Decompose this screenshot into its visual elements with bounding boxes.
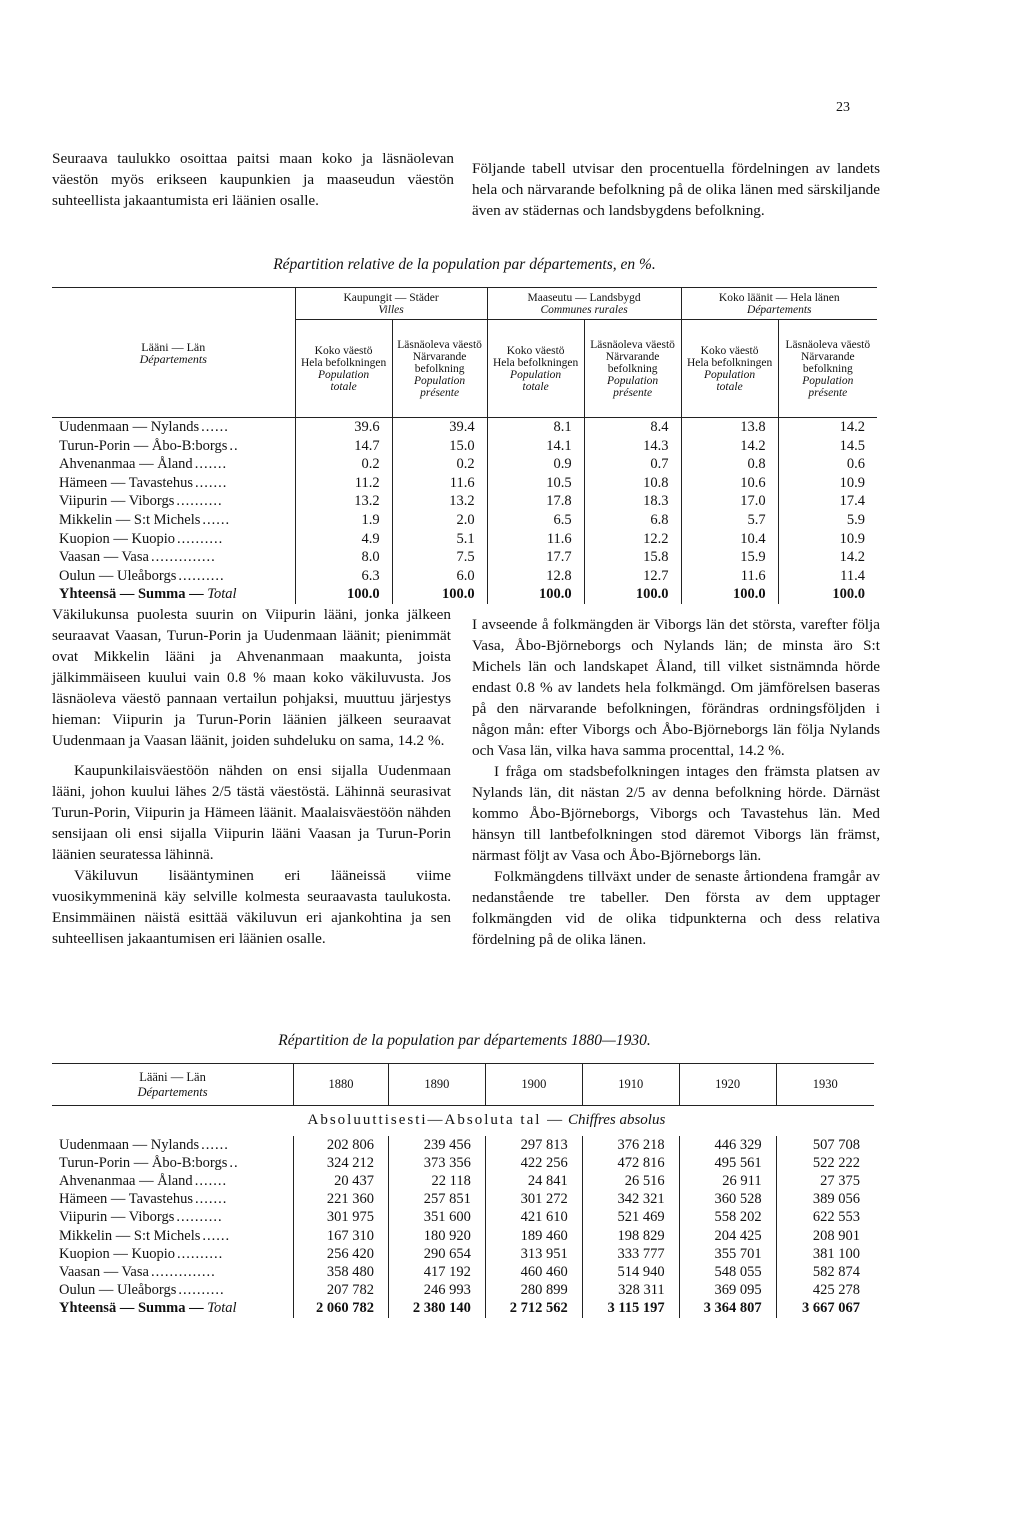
- body-fi-p1: Väkilukunsa puolesta suurin on Viipurin lääni, jonka jälkeen seuraavat Vaasan, Turun-Porin ja Uudenmaan läänit; pienimmät ovat Mikkelin lääni ja Ahvenanmaan maakunta, joista jälkimmäiseen kuului vain 0.8 % maan koko väkiluvusta. Jos läsnäoleva väestö pannaan vertailun pohjaksi, muuttuu järjestys hieman: Viipurin ja Turun-Porin läänien jälkeen seuraavat Uudenmaan ja Vaasan läänit, joiden suhdeluku on sama, 14.2 %.: [52, 606, 451, 749]
- table2-caption: Répartition de la population par départements 1880—1930.: [278, 1032, 651, 1049]
- percentage-table-body: [52, 418, 877, 604]
- table-cell: 460 460: [485, 1263, 582, 1281]
- table-cell: 297 813: [485, 1136, 582, 1154]
- table-cell: 8.1: [487, 418, 584, 437]
- table-cell: 0.8: [681, 455, 778, 474]
- table-cell: 495 561: [679, 1154, 776, 1172]
- table-row: [52, 1172, 874, 1190]
- leader-dots: .......: [194, 456, 228, 473]
- table-cell: 14.5: [778, 437, 877, 456]
- leader-dots: .......: [195, 1191, 228, 1208]
- group-all-fisv: Koko läänit — Hela länen: [718, 291, 840, 304]
- table-cell: 2 060 782: [294, 1299, 389, 1317]
- table-cell: 167 310: [294, 1227, 389, 1245]
- row-label: [52, 585, 295, 604]
- table-cell: 301 272: [485, 1190, 582, 1208]
- table2-dept-fisv: Lääni — Län: [139, 1069, 206, 1084]
- table-cell: 207 782: [294, 1281, 389, 1299]
- section-absolute-text: Absoluuttisesti—Absoluta tal —: [307, 1112, 565, 1129]
- leader-dots: ......: [202, 511, 231, 528]
- table-cell: 15.0: [392, 437, 487, 456]
- table-cell: 417 192: [388, 1263, 485, 1281]
- table-row: [52, 548, 877, 567]
- table-cell: 100.0: [392, 585, 487, 604]
- table-cell: 257 851: [388, 1190, 485, 1208]
- row-label-text: Kuopion — Kuopio: [59, 530, 175, 547]
- sub-pres-fi: Läsnäoleva väestö: [397, 338, 482, 351]
- row-label-text: Turun-Porin — Åbo-B:borgs: [59, 1154, 228, 1171]
- table-cell: 446 329: [679, 1136, 776, 1154]
- leader-dots: ..........: [177, 530, 224, 547]
- table-cell: 11.6: [681, 567, 778, 586]
- year-1880: 1880: [294, 1064, 389, 1106]
- table-cell: 208 901: [776, 1227, 874, 1245]
- body-fi-p2: Kaupunkilaisväestöön nähden on ensi sijalla Uudenmaan lääni, johon kuului lähes 2/5 tästä väestöstä. Lähinnä seurasivat Turun-Porin, Viipurin ja Hämeen läänit. Maalaisväestöön nähden sensijaan oli ensi sijalla Viipurin lääni Vaasan ja Turun-Porin läänien seuratessa lähinnä.: [52, 762, 451, 863]
- table-cell: 100.0: [681, 585, 778, 604]
- table-cell: 290 654: [388, 1245, 485, 1263]
- table1-dept-fisv: Lääni — Län: [141, 339, 206, 354]
- table-row: [52, 511, 877, 530]
- table-cell: 3 115 197: [582, 1299, 679, 1317]
- table-cell: 17.0: [681, 492, 778, 511]
- table-row: [52, 1190, 874, 1208]
- table-cell: 7.5: [392, 548, 487, 567]
- row-label-text: Hämeen — Tavastehus: [59, 1191, 194, 1208]
- row-label-text: Oulun — Uleåborgs: [59, 567, 177, 584]
- table-cell: 2 712 562: [485, 1299, 582, 1317]
- row-label: [52, 1172, 294, 1190]
- table-cell: 328 311: [582, 1281, 679, 1299]
- table-cell: 0.2: [392, 455, 487, 474]
- sub-tot-sv: Hela befolkningen: [686, 356, 773, 369]
- table-row: [52, 1263, 874, 1281]
- intro-finnish-text: Seuraava taulukko osoittaa paitsi maan koko ja läsnäolevan väestön myös erikseen kaupunkien ja maaseudun väestön suhteellista jakaantumista eri läänien osalle.: [52, 150, 454, 209]
- table-cell: 14.2: [778, 418, 877, 437]
- table-cell: 0.9: [487, 455, 584, 474]
- table-cell: 14.2: [778, 548, 877, 567]
- table-cell: 24 841: [485, 1172, 582, 1190]
- table-row: [52, 455, 877, 474]
- row-label: [52, 1263, 294, 1281]
- sub-pres-fr2: présente: [420, 386, 460, 399]
- table-cell: 8.0: [295, 548, 392, 567]
- row-label-italic: Total: [207, 586, 237, 603]
- sub-pres-sv: Närvarande befolkning: [412, 350, 467, 375]
- year-1890: 1890: [388, 1064, 485, 1106]
- leader-dots: .......: [194, 1172, 228, 1189]
- row-label-text: Uudenmaan — Nylands: [59, 419, 200, 435]
- table-row: [52, 1208, 874, 1226]
- row-label-text: Ahvenanmaa — Åland: [59, 456, 193, 473]
- group-towns-fisv: Kaupungit — Städer: [343, 291, 439, 304]
- table-cell: 256 420: [294, 1245, 389, 1263]
- table2-dept-fr: Départements: [137, 1084, 208, 1099]
- table-cell: 239 456: [388, 1136, 485, 1154]
- table-cell: 20 437: [294, 1172, 389, 1190]
- table-cell: 17.7: [487, 548, 584, 567]
- intro-swedish-text: Följande tabell utvisar den procentuella fördelningen av landets hela och närvarande befolkning på de olika länen med särskiljande även av städernas och landsbygdens befolkning.: [472, 160, 880, 219]
- table-cell: 425 278: [776, 1281, 874, 1299]
- sub-tot-fr1: Population: [318, 368, 370, 381]
- sub-pres-sv: Närvarande befolkning: [800, 350, 855, 375]
- table-cell: 373 356: [388, 1154, 485, 1172]
- table-cell: 0.6: [778, 455, 877, 474]
- table-cell: 204 425: [679, 1227, 776, 1245]
- table-cell: 14.7: [295, 437, 392, 456]
- table-cell: 0.7: [584, 455, 681, 474]
- table-cell: 26 911: [679, 1172, 776, 1190]
- table-cell: 358 480: [294, 1263, 389, 1281]
- table-row: [52, 492, 877, 511]
- leader-dots: ..........: [177, 1245, 224, 1262]
- leader-dots: ..............: [150, 549, 216, 566]
- table-cell: 280 899: [485, 1281, 582, 1299]
- table-cell: 6.5: [487, 511, 584, 530]
- sub-total-towns: [295, 320, 392, 418]
- table-cell: 2.0: [392, 511, 487, 530]
- table-cell: 421 610: [485, 1208, 582, 1226]
- table-cell: 381 100: [776, 1245, 874, 1263]
- row-label: [52, 474, 295, 493]
- leader-dots: ..: [229, 437, 239, 454]
- row-label-text: Mikkelin — S:t Michels: [59, 511, 201, 528]
- table-cell: 301 975: [294, 1208, 389, 1226]
- row-label: [52, 530, 295, 549]
- sub-pres-fi: Läsnäoleva väestö: [785, 338, 871, 351]
- leader-dots: ......: [202, 1227, 231, 1244]
- row-label-text: Yhteensä — Summa —: [59, 586, 204, 603]
- table-row: [52, 530, 877, 549]
- row-label: [52, 455, 295, 474]
- sub-pres-fi: Läsnäoleva väestö: [590, 338, 675, 351]
- group-towns-fr: Villes: [378, 303, 404, 316]
- year-1920: 1920: [679, 1064, 776, 1106]
- row-label-italic: Total: [207, 1300, 237, 1317]
- table-cell: 5.9: [778, 511, 877, 530]
- sub-tot-fr1: Population: [704, 368, 756, 381]
- table-cell: 2 380 140: [388, 1299, 485, 1317]
- table-cell: 10.5: [487, 474, 584, 493]
- leader-dots: ......: [201, 1136, 229, 1153]
- sub-pres-fr2: présente: [613, 386, 653, 399]
- table-cell: 100.0: [487, 585, 584, 604]
- row-label: [52, 418, 295, 437]
- group-rural-fr: Communes rurales: [540, 303, 628, 316]
- absolute-table-body: [52, 1136, 874, 1318]
- table-cell: 13.2: [392, 492, 487, 511]
- year-1910: 1910: [582, 1064, 679, 1106]
- table-cell: 13.2: [295, 492, 392, 511]
- table-row: [52, 1281, 874, 1299]
- table-cell: 369 095: [679, 1281, 776, 1299]
- table-cell: 5.1: [392, 530, 487, 549]
- table-cell: 27 375: [776, 1172, 874, 1190]
- table-cell: 582 874: [776, 1263, 874, 1281]
- body-swedish: [472, 614, 880, 950]
- intro-swedish: [472, 158, 880, 221]
- table-cell: 507 708: [776, 1136, 874, 1154]
- sub-tot-fi: Koko väestö: [506, 344, 565, 357]
- year-1900: 1900: [485, 1064, 582, 1106]
- table-total-row: [52, 585, 877, 604]
- table-cell: 522 222: [776, 1154, 874, 1172]
- table-cell: 521 469: [582, 1208, 679, 1226]
- table-cell: 17.8: [487, 492, 584, 511]
- sub-pres-fr2: présente: [808, 386, 848, 399]
- sub-tot-fi: Koko väestö: [700, 344, 759, 357]
- table-cell: 10.4: [681, 530, 778, 549]
- table-cell: 14.1: [487, 437, 584, 456]
- table2-dept-header: [52, 1064, 294, 1106]
- table-cell: 5.7: [681, 511, 778, 530]
- table-cell: 3 364 807: [679, 1299, 776, 1317]
- body-fi-p3: Väkiluvun lisääntyminen eri lääneissä viime vuosikymmeninä käy selville kolmesta seuraavasta taulukosta. Ensimmäinen näistä esittää väkiluvun eri ajankohtina ja sen suhteellisen jakaantumisen eri läänien osalle.: [52, 867, 451, 947]
- table-cell: 3 667 067: [776, 1299, 874, 1317]
- row-label-text: Ahvenanmaa — Åland: [59, 1172, 193, 1189]
- row-label-text: Turun-Porin — Åbo-B:borgs: [59, 437, 228, 454]
- sub-tot-sv: Hela befolkningen: [492, 356, 579, 369]
- table-cell: 376 218: [582, 1136, 679, 1154]
- intro-finnish: [52, 148, 454, 211]
- row-label-text: Viipurin — Viborgs: [59, 1209, 175, 1226]
- table-cell: 10.9: [778, 530, 877, 549]
- table-cell: 514 940: [582, 1263, 679, 1281]
- table-cell: 39.6: [295, 418, 392, 437]
- sub-pres-fr1: Population: [802, 374, 854, 387]
- table-cell: 8.4: [584, 418, 681, 437]
- sub-tot-fr2: totale: [522, 380, 549, 393]
- table-cell: 100.0: [295, 585, 392, 604]
- row-label: [52, 1208, 294, 1226]
- table1-caption: [52, 256, 877, 274]
- row-label-text: Uudenmaan — Nylands: [59, 1136, 200, 1153]
- leader-dots: ......: [201, 419, 229, 435]
- group-header-towns: [295, 288, 487, 320]
- row-label: [52, 1281, 294, 1299]
- sub-present-rural: [584, 320, 681, 418]
- row-label: [52, 1154, 294, 1172]
- table-row: [52, 437, 877, 456]
- table-cell: 6.8: [584, 511, 681, 530]
- row-label: [52, 1299, 294, 1317]
- table-row: [52, 567, 877, 586]
- table-cell: 11.6: [487, 530, 584, 549]
- table-cell: 180 920: [388, 1227, 485, 1245]
- leader-dots: ..........: [176, 493, 223, 510]
- table-cell: 11.4: [778, 567, 877, 586]
- table-cell: 10.8: [584, 474, 681, 493]
- table-cell: 22 118: [388, 1172, 485, 1190]
- table-row: [52, 1245, 874, 1263]
- row-label-text: Kuopion — Kuopio: [59, 1245, 175, 1262]
- table-cell: 10.9: [778, 474, 877, 493]
- group-header-all: [681, 288, 877, 320]
- table-row: [52, 474, 877, 493]
- year-1930: 1930: [776, 1064, 874, 1106]
- row-label-text: Yhteensä — Summa —: [59, 1300, 204, 1317]
- page-number: 23: [836, 100, 850, 115]
- table-cell: 100.0: [584, 585, 681, 604]
- table1-caption-text: Répartition relative de la population par départements, en: [273, 256, 636, 273]
- table-cell: 14.3: [584, 437, 681, 456]
- sub-pres-sv: Närvarande befolkning: [605, 350, 660, 375]
- leader-dots: ..............: [150, 1263, 216, 1280]
- body-sv-p1: I avseende å folkmängden är Viborgs län det största, varefter följa Vasa, Åbo-Björneborgs och Nylands län; de minsta äro S:t Michels län och landskapet Åland, till vilket sistnämnda hörde endast 0.8 % av landets hela folkmängd. Om jämförelsen baseras på den närvarande befolkningen, förändras ordningsföljden i någon mån: efter Viborgs och Åbo-Björneborgs län följa Nylands och Vasa län, vilka hava samma procenttal, 14.2 %.: [472, 616, 880, 759]
- row-label: [52, 437, 295, 456]
- table-cell: 548 055: [679, 1263, 776, 1281]
- row-label: [52, 1245, 294, 1263]
- row-label: [52, 1190, 294, 1208]
- table-cell: 12.2: [584, 530, 681, 549]
- row-label-text: Mikkelin — S:t Michels: [59, 1227, 201, 1244]
- sub-tot-fr2: totale: [330, 380, 357, 393]
- table-cell: 389 056: [776, 1190, 874, 1208]
- section-absolute: [294, 1106, 874, 1136]
- sub-tot-fr1: Population: [510, 368, 562, 381]
- table-cell: 6.0: [392, 567, 487, 586]
- table-row: [52, 418, 877, 437]
- table-cell: 17.4: [778, 492, 877, 511]
- table-cell: 221 360: [294, 1190, 389, 1208]
- row-label: [52, 511, 295, 530]
- table-row: [52, 1154, 874, 1172]
- row-label-text: Oulun — Uleåborgs: [59, 1282, 177, 1299]
- table-cell: 4.9: [295, 530, 392, 549]
- table-cell: 198 829: [582, 1227, 679, 1245]
- table-cell: 313 951: [485, 1245, 582, 1263]
- table-cell: 14.2: [681, 437, 778, 456]
- table-cell: 26 516: [582, 1172, 679, 1190]
- sub-pres-fr1: Population: [607, 374, 659, 387]
- sub-pres-fr1: Population: [414, 374, 466, 387]
- table1-caption-unit: %.: [638, 256, 656, 273]
- leader-dots: ..........: [178, 567, 225, 584]
- row-label-text: Vaasan — Vasa: [59, 549, 149, 566]
- leader-dots: ..: [229, 1154, 239, 1171]
- table-cell: 1.9: [295, 511, 392, 530]
- leader-dots: ..........: [176, 1209, 223, 1226]
- table-cell: 360 528: [679, 1190, 776, 1208]
- group-rural-fisv: Maaseutu — Landsbygd: [527, 291, 641, 304]
- table-cell: 13.8: [681, 418, 778, 437]
- body-sv-p2: I fråga om stadsbefolkningen intages den främsta platsen av Nylands län, dit nästan 2/5 av denna befolkning hörde. Därnäst kommo Åbo-Björneborgs, Viborgs och Tavastehus län. Med hänsyn till lantbefolkningen stod däremot Viborgs län främst, närmast följt av Vasa och Åbo-Björneborgs län.: [472, 763, 880, 864]
- table-cell: 333 777: [582, 1245, 679, 1263]
- sub-present-all: [778, 320, 877, 418]
- table-cell: 10.6: [681, 474, 778, 493]
- table-cell: 422 256: [485, 1154, 582, 1172]
- leader-dots: ..........: [178, 1282, 225, 1299]
- group-all-fr: Départements: [747, 303, 812, 316]
- table-cell: 0.2: [295, 455, 392, 474]
- leader-dots: .......: [195, 474, 228, 491]
- row-label-text: Viipurin — Viborgs: [59, 493, 175, 510]
- table-cell: 15.9: [681, 548, 778, 567]
- row-label-text: Hämeen — Tavastehus: [59, 474, 194, 491]
- row-label: [52, 1136, 294, 1154]
- sub-tot-fr2: totale: [716, 380, 743, 393]
- table-cell: 558 202: [679, 1208, 776, 1226]
- row-label: [52, 548, 295, 567]
- table-cell: 11.6: [392, 474, 487, 493]
- table-cell: 189 460: [485, 1227, 582, 1245]
- table-cell: 472 816: [582, 1154, 679, 1172]
- table-total-row: [52, 1299, 874, 1317]
- sub-tot-fi: Koko väestö: [314, 344, 373, 357]
- table-cell: 6.3: [295, 567, 392, 586]
- table-cell: 622 553: [776, 1208, 874, 1226]
- table-cell: 202 806: [294, 1136, 389, 1154]
- table-cell: 342 321: [582, 1190, 679, 1208]
- sub-tot-sv: Hela befolkningen: [300, 356, 387, 369]
- absolute-table: [52, 1063, 874, 1318]
- row-label: [52, 1227, 294, 1245]
- table-cell: 324 212: [294, 1154, 389, 1172]
- row-label: [52, 567, 295, 586]
- body-sv-p3: Folkmängdens tillväxt under de senaste årtiondena framgår av nedanstående tre tabeller. Den första av dem upptager folkmängden vid de olika tidpunkterna och dess relativa fördelning på de olika länen.: [472, 868, 880, 948]
- table-cell: 11.2: [295, 474, 392, 493]
- sub-present-towns: [392, 320, 487, 418]
- row-label-text: Vaasan — Vasa: [59, 1263, 149, 1280]
- sub-total-all: [681, 320, 778, 418]
- table1-dept-fr: Départements: [139, 351, 207, 366]
- section-absolute-fr: Chiffres absolus: [567, 1112, 666, 1129]
- body-finnish: [52, 604, 451, 949]
- table-row: [52, 1136, 874, 1154]
- percentage-table: [52, 287, 877, 604]
- table-cell: 15.8: [584, 548, 681, 567]
- table-cell: 355 701: [679, 1245, 776, 1263]
- group-header-rural: [487, 288, 681, 320]
- table-cell: 39.4: [392, 418, 487, 437]
- sub-total-rural: [487, 320, 584, 418]
- table-cell: 12.8: [487, 567, 584, 586]
- table-row: [52, 1227, 874, 1245]
- table-cell: 100.0: [778, 585, 877, 604]
- row-label: [52, 492, 295, 511]
- table-cell: 246 993: [388, 1281, 485, 1299]
- table1-dept-header: [52, 288, 295, 418]
- table-cell: 351 600: [388, 1208, 485, 1226]
- table-cell: 12.7: [584, 567, 681, 586]
- table-cell: 18.3: [584, 492, 681, 511]
